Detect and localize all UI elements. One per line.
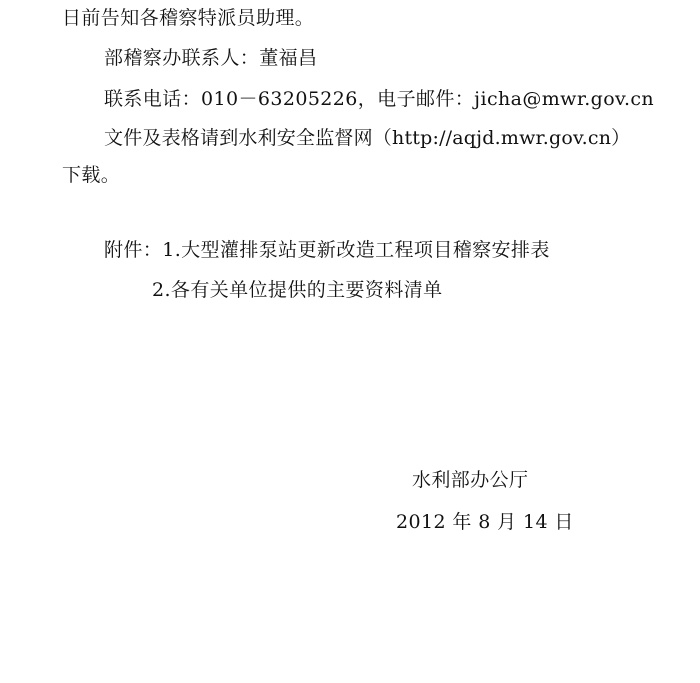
attachment-item-2: 2.各有关单位提供的主要资料清单 [152,279,443,301]
contact-phone-email-line: 联系电话：010－63205226，电子邮件：jicha@mwr.gov.cn [104,88,655,110]
issue-date: 2012 年 8 月 14 日 [396,511,574,533]
issuer-signature: 水利部办公厅 [412,469,529,491]
download-instruction-continuation: 下载。 [62,164,121,186]
attachment-item-1: 附件：1.大型灌排泵站更新改造工程项目稽察安排表 [104,239,550,261]
download-instruction-line: 文件及表格请到水利安全监督网（http://aqjd.mwr.gov.cn） [104,127,631,149]
contact-person-line: 部稽察办联系人：董福昌 [104,47,318,69]
paragraph-continuation: 日前告知各稽察特派员助理。 [62,7,315,29]
